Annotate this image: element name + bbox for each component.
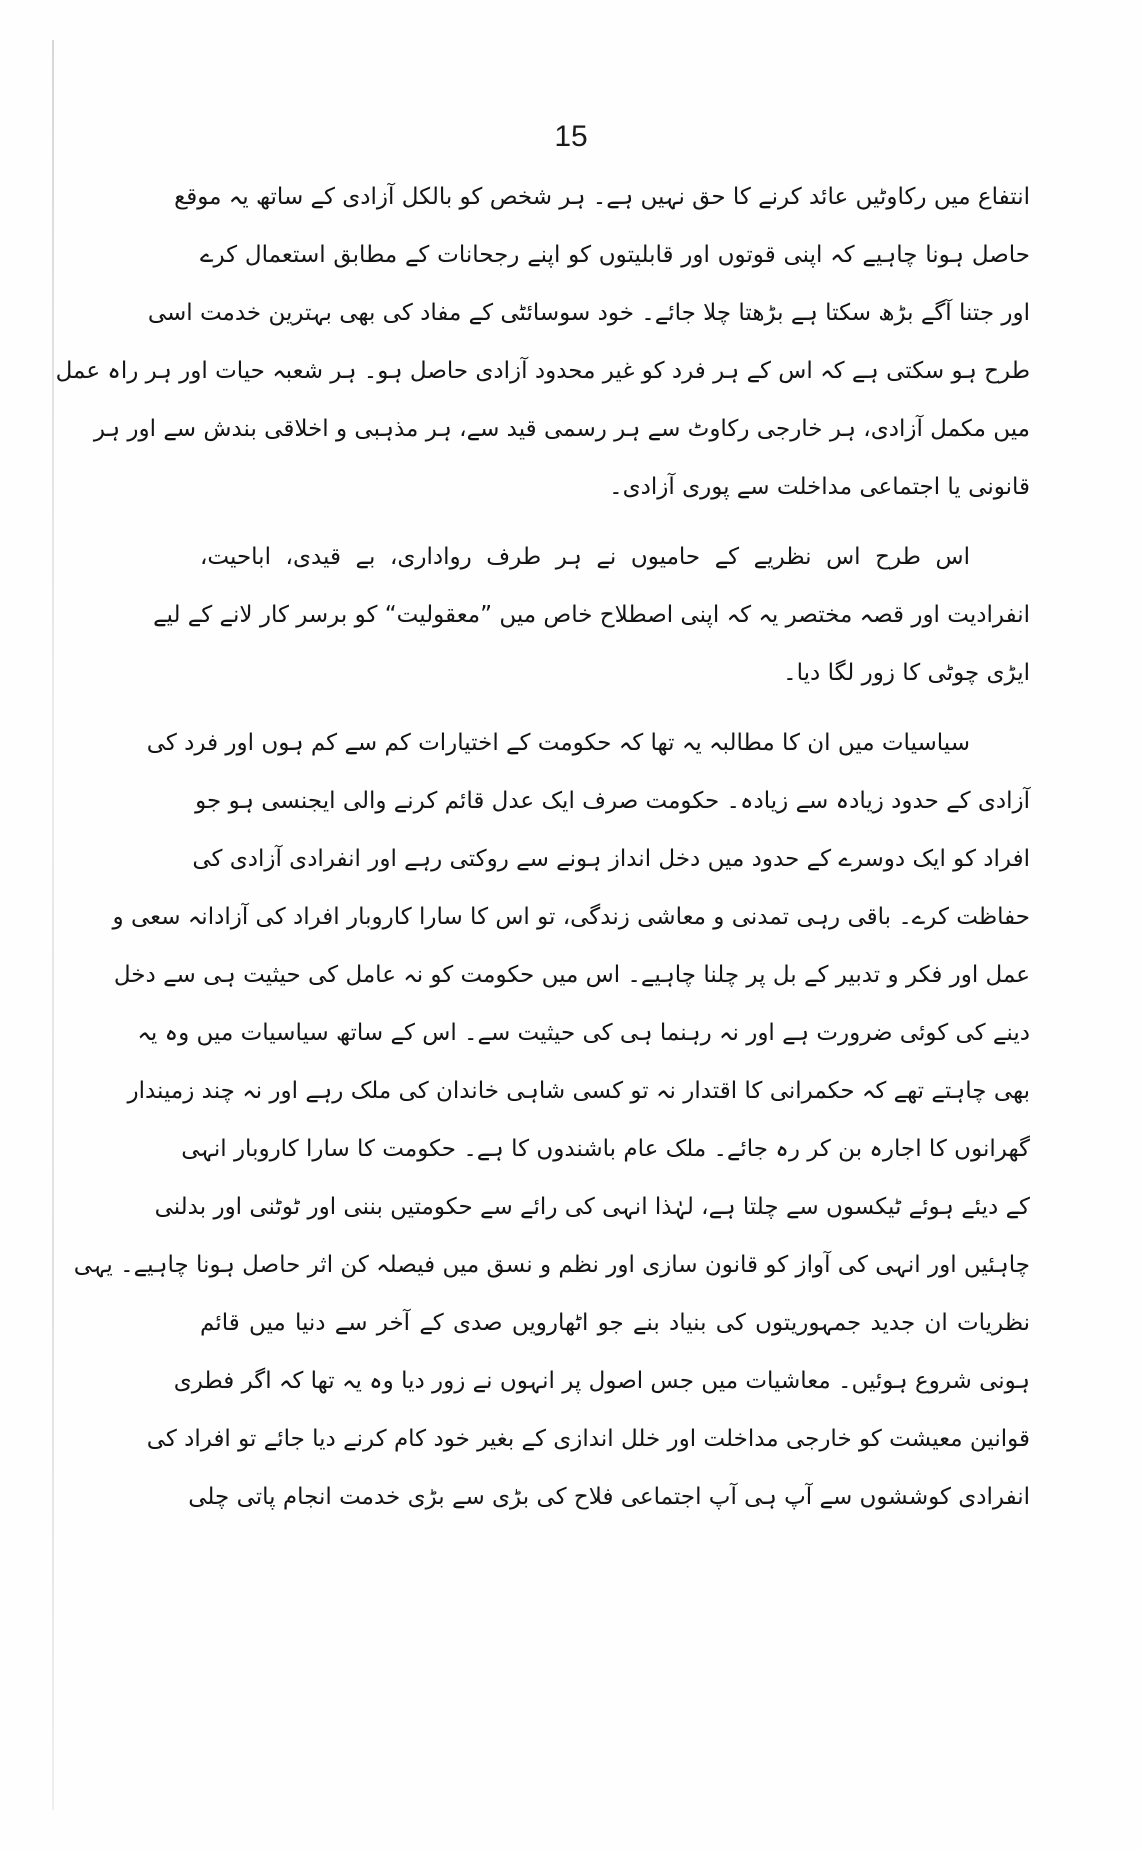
text-line: حفاظت کرے۔ باقی رہی تمدنی و معاشی زندگی، تو اس کا سارا کاروبار افراد کی آزادانہ سعی و bbox=[112, 904, 1030, 930]
text-line: افراد کو ایک دوسرے کے حدود میں دخل انداز ہونے سے روکتی رہے اور انفرادی آزادی کی bbox=[192, 846, 1030, 872]
paragraph-2 bbox=[153, 528, 1030, 702]
body-text bbox=[55, 168, 1030, 1526]
paragraph-3 bbox=[73, 714, 1030, 1526]
page-number: 15 bbox=[554, 120, 588, 153]
text-line: انفرادی کوششوں سے آپ ہی آپ اجتماعی فلاح کی بڑی سے بڑی خدمت انجام پاتی چلی bbox=[188, 1484, 1030, 1510]
text-line: چاہئیں اور انہی کی آواز کو قانون سازی اور نظم و نسق میں فیصلہ کن اثر حاصل ہونا چاہیے۔ یہی bbox=[73, 1252, 1030, 1278]
text-line: عمل اور فکر و تدبیر کے بل پر چلنا چاہیے۔ اس میں حکومت کو نہ عامل کی حیثیت ہی سے دخل bbox=[113, 962, 1030, 988]
text-line: بھی چاہتے تھے کہ حکمرانی کا اقتدار نہ تو کسی شاہی خاندان کی ملک رہے اور نہ چند زمیندار bbox=[127, 1078, 1030, 1104]
text-line: قوانین معیشت کو خارجی مداخلت اور خلل اندازی کے بغیر خود کام کرنے دیا جائے تو افراد کی bbox=[146, 1426, 1030, 1452]
text-line: نظریات ان جدید جمہوریتوں کی بنیاد بنے جو اٹھارویں صدی کے آخر سے دنیا میں قائم bbox=[200, 1310, 1030, 1336]
text-line: سیاسیات میں ان کا مطالبہ یہ تھا کہ حکومت کے اختیارات کم سے کم ہوں اور فرد کی bbox=[146, 730, 970, 756]
paragraph-1 bbox=[55, 168, 1030, 516]
page-edge-shadow bbox=[52, 40, 54, 1810]
text-line: آزادی کے حدود زیادہ سے زیادہ۔ حکومت صرف ایک عدل قائم کرنے والی ایجنسی ہو جو bbox=[195, 788, 1030, 814]
text-line: اور جتنا آگے بڑھ سکتا ہے بڑھتا چلا جائے۔ خود سوسائٹی کے مفاد کی بھی بہترین خدمت اسی bbox=[147, 300, 1030, 326]
text-line: ہونی شروع ہوئیں۔ معاشیات میں جس اصول پر انہوں نے زور دیا وہ یہ تھا کہ اگر فطری bbox=[173, 1368, 1030, 1394]
text-line: کے دیئے ہوئے ٹیکسوں سے چلتا ہے، لہٰذا انہی کی رائے سے حکومتیں بننی اور ٹوٹنی اور بدلنی bbox=[154, 1194, 1030, 1220]
text-line: طرح ہو سکتی ہے کہ اس کے ہر فرد کو غیر محدود آزادی حاصل ہو۔ ہر شعبہ حیات اور ہر راہ عمل bbox=[55, 358, 1030, 384]
text-line: حاصل ہونا چاہیے کہ اپنی قوتوں اور قابلیتوں کو اپنے رجحانات کے مطابق استعمال کرے bbox=[200, 242, 1030, 268]
text-line: اس طرح اس نظریے کے حامیوں نے ہر طرف رواداری، بے قیدی، اباحیت، bbox=[200, 544, 970, 570]
text-line: انتفاع میں رکاوٹیں عائد کرنے کا حق نہیں ہے۔ ہر شخص کو بالکل آزادی کے ساتھ یہ موقع bbox=[174, 184, 1030, 210]
text-line: انفرادیت اور قصہ مختصر یہ کہ اپنی اصطلاح خاص میں ”معقولیت“ کو برسر کار لانے کے لیے bbox=[153, 602, 1030, 628]
text-line: گھرانوں کا اجارہ بن کر رہ جائے۔ ملک عام باشندوں کا ہے۔ حکومت کا سارا کاروبار انہی bbox=[181, 1136, 1030, 1162]
text-line: قانونی یا اجتماعی مداخلت سے پوری آزادی۔ bbox=[609, 474, 1030, 500]
text-line: دینے کی کوئی ضرورت ہے اور نہ رہنما ہی کی حیثیت سے۔ اس کے ساتھ سیاسیات میں وہ یہ bbox=[137, 1020, 1030, 1046]
text-line: ایڑی چوٹی کا زور لگا دیا۔ bbox=[783, 660, 1030, 686]
text-line: میں مکمل آزادی، ہر خارجی رکاوٹ سے ہر رسمی قید سے، ہر مذہبی و اخلاقی بندش سے اور ہر bbox=[93, 416, 1030, 442]
